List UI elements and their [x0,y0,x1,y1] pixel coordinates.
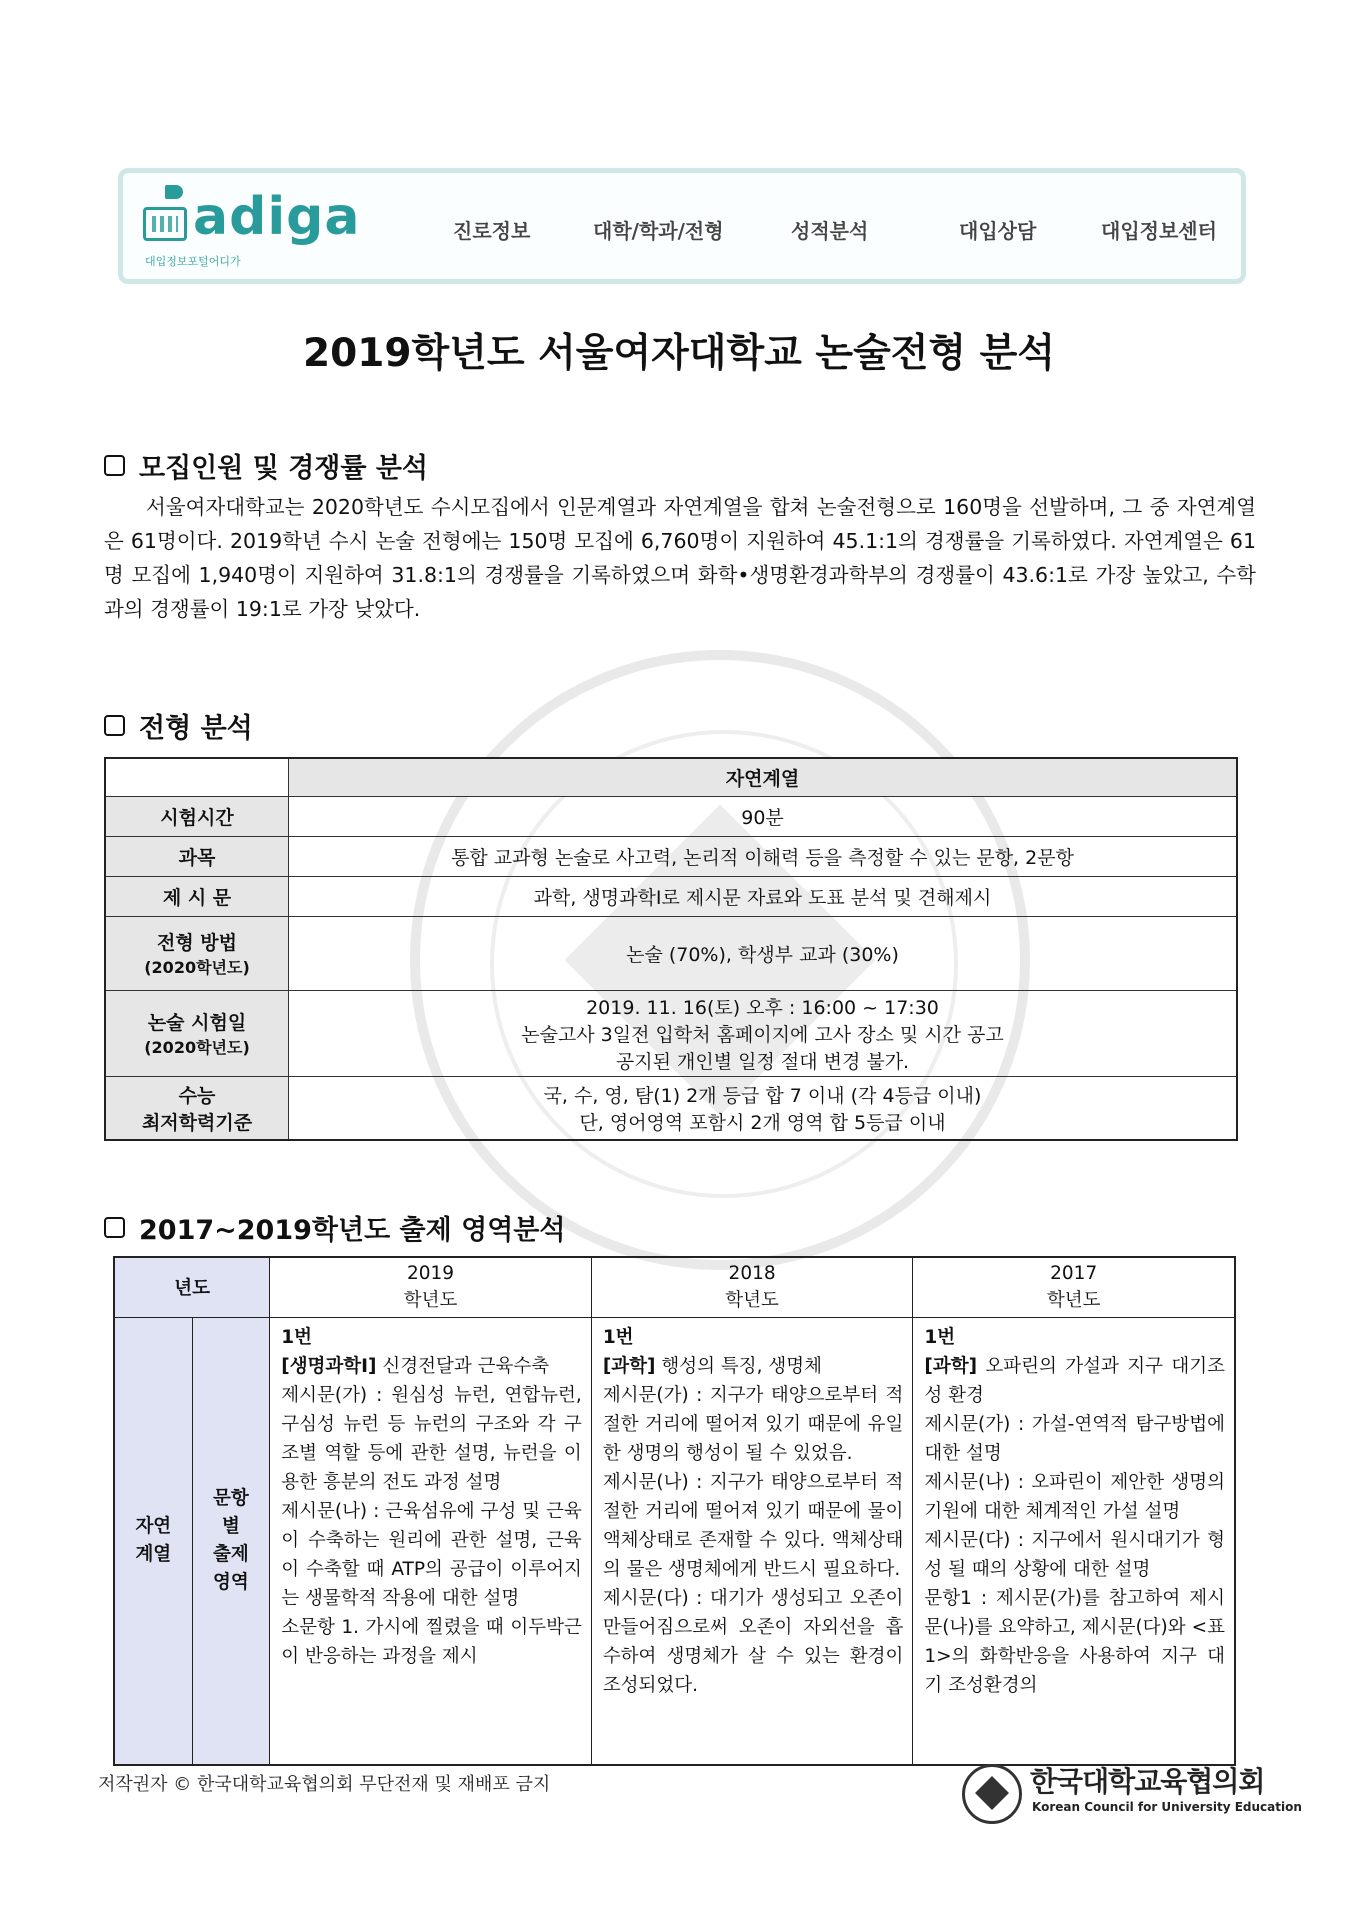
year-suffix: 학년도 [403,1290,458,1311]
recruitment-paragraph: 서울여자대학교는 2020학년도 수시모집에서 인문계열과 자연계열을 합쳐 논술전형으로 160명을 선발하며, 그 중 자연계열은 61명이다. 2019학년 수시 논술 전형에는 150명 모집에 6,760명이 지원하여 45.1:1의 경쟁률을 기록하였다. 자연계열은 61명 모집에 1,940명이 지원하여 31.8:1의 경쟁률을 기록하였으며 화학•생명환경과학부의 경쟁률이 43.6:1로 가장 높았고, 수학과의 경쟁률이 19:1로 가장 낮았다. [104,495,1256,621]
side-line: 자연 [135,1515,172,1537]
label-line: 수능 [178,1084,216,1107]
row-label-time: 시험시간 [105,796,289,836]
row-value-text: 과학, 생명과학Ⅰ로 제시문 자료와 도표 분석 및 견해제시 [289,876,1238,916]
side-line: 계열 [135,1543,172,1565]
row-value-subject: 통합 교과형 논술로 사고력, 논리적 이해력 등을 측정할 수 있는 문항, 2문항 [289,836,1238,876]
section-heading-text: 모집인원 및 경쟁률 분석 [139,453,429,484]
row-value-time: 90분 [289,796,1238,836]
nav-item-university[interactable]: 대학/학과/전형 [593,219,724,243]
row-value-csat [289,1076,1238,1140]
year-number: 2017 [1050,1263,1098,1284]
question-subject: [과학] [924,1355,978,1377]
question-topic: 행성의 특징, 생명체 [655,1355,822,1377]
question-cell-2018 [591,1317,913,1765]
section-heading-text: 전형 분석 [139,713,253,744]
question-number: 1번 [602,1326,634,1348]
org-name-english: Korean Council for University Education [1032,1800,1302,1814]
section-heading-question-areas [104,1208,565,1247]
question-line: 제시문(나) : 근육섬유에 구성 및 근육이 수축하는 원리에 관한 설명, 근육이 수축할 때 ATP의 공급이 이루어지는 생물학적 작용에 대한 설명 [281,1500,582,1609]
question-number: 1번 [281,1326,312,1348]
question-topic: 신경전달과 근육수축 [376,1355,550,1377]
question-subject: [생명과학Ⅰ] [281,1355,377,1377]
side-line: 출제 [213,1543,249,1565]
council-seal-icon [962,1764,1022,1824]
year-column-2017 [913,1257,1235,1317]
value-line: 2019. 11. 16(토) 오후 : 16:00 ~ 17:30 [586,996,939,1019]
row-label-date [105,990,289,1076]
logo-text[interactable]: adiga [193,187,361,247]
row-label-csat [105,1076,289,1140]
row-label-method [105,916,289,990]
nav-item-center[interactable]: 대입정보센터 [1101,219,1217,243]
page-title: 2019학년도 서울여자대학교 논술전형 분석 [302,331,1056,376]
nav-item-career[interactable]: 진로정보 [453,219,531,243]
label-line: (2020학년도) [144,1038,250,1057]
table-corner [105,758,289,796]
row-label-subject: 과목 [105,836,289,876]
row-value-date [289,990,1238,1076]
checkbox-icon [104,715,125,736]
year-suffix: 학년도 [1046,1290,1101,1311]
year-number: 2019 [406,1263,455,1284]
side-line: 문항 [213,1487,249,1509]
logo-subtitle: 대입정보포털어디가 [145,255,241,268]
year-number: 2018 [728,1263,776,1284]
value-line: 단, 영어영역 포함시 2개 영역 합 5등급 이내 [579,1111,946,1134]
question-line: 문항1 : 제시문(가)를 참고하여 제시문(나)를 요약하고, 제시문(다)와 <표 1>의 화학반응을 사용하여 지구 대기 조성환경의 [924,1587,1225,1696]
label-line: 전형 방법 [156,932,238,954]
side-label-natural [114,1317,192,1765]
building-icon [143,207,187,241]
value-line: 공지된 개인별 일정 절대 변경 불가. [615,1050,910,1073]
checkbox-icon [104,455,125,476]
section-heading-text: 2017~2019학년도 출제 영역분석 [139,1215,566,1246]
row-value-method: 논술 (70%), 학생부 교과 (30%) [289,916,1238,990]
question-topic: 오파린의 가설과 지구 대기조성 환경 [924,1355,1225,1406]
question-line: 제시문(가) : 가설-연역적 탐구방법에 대한 설명 [924,1413,1225,1464]
copyright-notice: 저작권자 © 한국대학교육협의회 무단전재 및 재배포 금지 [98,1774,551,1795]
side-line: 영역 [213,1571,249,1593]
label-line: 논술 시험일 [147,1012,247,1034]
question-line: 제시문(나) : 지구가 태양으로부터 적절한 거리에 떨어져 있기 때문에 물이 액체상태로 존재할 수 있다. 액체상태의 물은 생명체에게 반드시 필요하다. [602,1471,904,1580]
question-cell-2017 [913,1317,1235,1765]
section-heading-recruitment [104,446,428,485]
nav-item-score[interactable]: 성적분석 [791,219,869,243]
column-header: 자연계열 [289,758,1238,796]
year-column-2019 [270,1257,592,1317]
label-line: 최저학력기준 [141,1111,253,1134]
question-line: 제시문(다) : 지구에서 원시대기가 형성 될 때의 상황에 대한 설명 [924,1529,1225,1580]
question-line: 제시문(가) : 지구가 태양으로부터 적절한 거리에 떨어져 있기 때문에 유일한 생명의 행성이 될 수 있었음. [602,1384,904,1464]
value-line: 논술고사 3일전 입학처 홈페이지에 고사 장소 및 시간 공고 [521,1023,1004,1046]
question-line: 소문항 1. 가시에 찔렸을 때 이두박근이 반응하는 과정을 제시 [281,1616,582,1667]
side-label-area [192,1317,270,1765]
question-number: 1번 [924,1326,956,1348]
label-line: (2020학년도) [144,958,250,977]
flag-icon [165,185,183,199]
year-column-2018 [591,1257,913,1317]
question-subject: [과학] [602,1355,656,1377]
year-header: 년도 [114,1257,270,1317]
question-line: 제시문(나) : 오파린이 제안한 생명의 기원에 대한 체계적인 가설 설명 [924,1471,1225,1522]
org-name-korean: 한국대학교육협의회 [1030,1765,1265,1798]
year-suffix: 학년도 [725,1290,779,1311]
question-line: 제시문(다) : 대기가 생성되고 오존이 만들어짐으로써 오존이 자외선을 흡수하여 생명체가 살 수 있는 환경이 조성되었다. [602,1587,904,1696]
question-cell-2019 [270,1317,592,1765]
question-line: 제시문(가) : 원심성 뉴런, 연합뉴런, 구심성 뉴런 등 뉴런의 구조와 각 구조별 역할 등에 관한 설명, 뉴런을 이용한 흥분의 전도 과정 설명 [281,1384,582,1493]
question-area-table [113,1256,1236,1766]
section-heading-admission [104,706,253,745]
nav-item-counsel[interactable]: 대입상담 [959,219,1037,243]
site-header-banner [118,168,1246,284]
checkbox-icon [104,1217,125,1238]
admission-table [104,757,1238,1141]
row-label-text: 제 시 문 [105,876,289,916]
side-line: 별 [221,1515,240,1537]
value-line: 국, 수, 영, 탐(1) 2개 등급 합 7 이내 (각 4등급 이내) [543,1084,982,1107]
